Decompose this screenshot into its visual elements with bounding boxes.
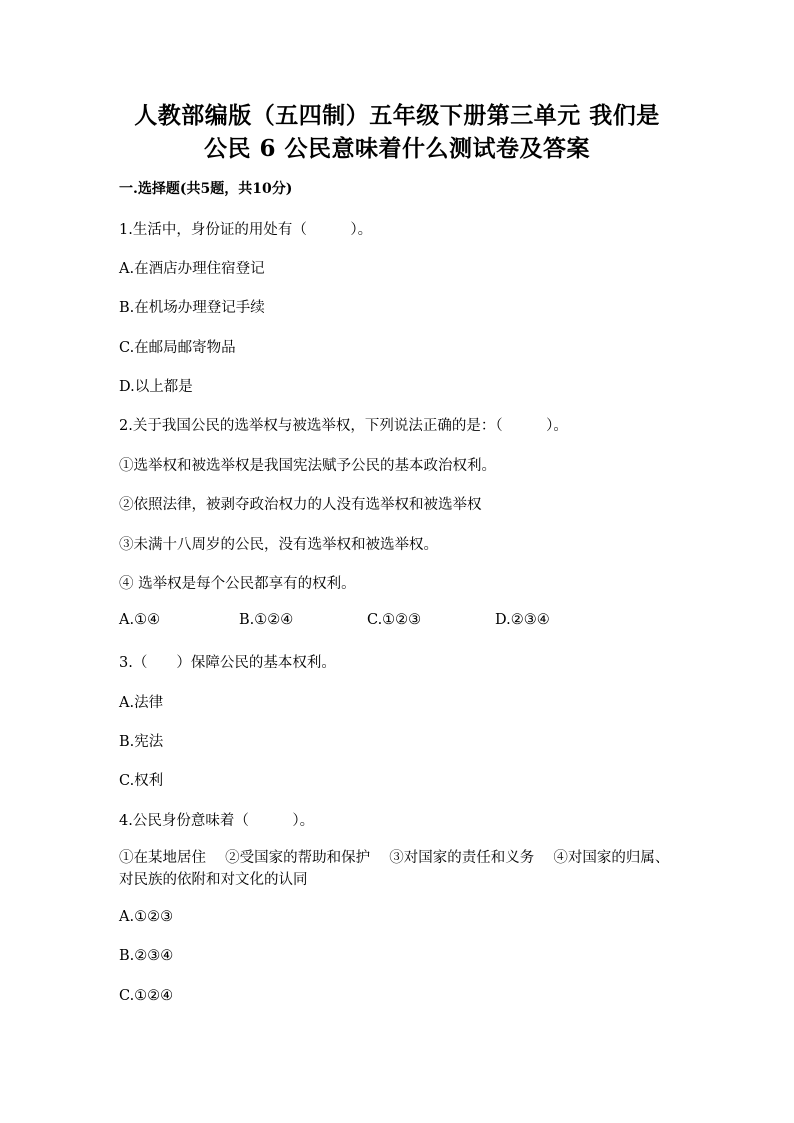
question-3-option-a: A.法律 — [119, 695, 164, 711]
question-2-statement-1: ①选举权和被选举权是我国宪法赋予公民的基本政治权利。 — [119, 458, 496, 474]
question-4-statements: ①在某地居住 ②受国家的帮助和保护 ③对国家的责任和义务 ④对国家的归属、对民族的依附和对文化的认同 — [119, 850, 670, 888]
question-2-option-d: D.②③④ — [495, 612, 550, 628]
question-2-option-a: A.①④ — [119, 612, 161, 628]
question-2-statement-4: ④ 选举权是每个公民都享有的权利。 — [119, 576, 356, 592]
question-3-option-b: B.宪法 — [119, 734, 164, 750]
section-heading: 一.选择题(共5题，共10分) — [119, 181, 293, 197]
document-title-line-2: 公民 6 公民意味着什么测试卷及答案 — [203, 135, 591, 162]
question-4-option-c: C.①②④ — [119, 988, 174, 1004]
document-title-line-1: 人教部编版（五四制）五年级下册第三单元 我们是 — [134, 102, 660, 129]
question-1-option-d: D.以上都是 — [119, 379, 193, 395]
question-2-statement-2: ②依照法律，被剥夺政治权力的人没有选举权和被选举权 — [119, 497, 482, 513]
question-1-option-c: C.在邮局邮寄物品 — [119, 340, 236, 356]
question-3-stem: 3.（ ）保障公民的基本权利。 — [119, 655, 336, 671]
question-2-option-c: C.①②③ — [367, 612, 422, 628]
question-1-option-a: A.在酒店办理住宿登记 — [119, 261, 265, 277]
question-2-option-b: B.①②④ — [239, 612, 294, 628]
question-2-stem: 2.关于我国公民的选举权与被选举权，下列说法正确的是：（ ）。 — [119, 418, 568, 434]
question-2-options-row — [0, 612, 794, 636]
question-2-statement-3: ③未满十八周岁的公民，没有选举权和被选举权。 — [119, 537, 438, 553]
question-4-stem: 4.公民身份意味着（ ）。 — [119, 813, 315, 829]
question-1-stem: 1.生活中，身份证的用处有（ ）。 — [119, 222, 373, 238]
question-4-option-a: A.①②③ — [119, 909, 174, 925]
question-4-option-b: B.②③④ — [119, 948, 174, 964]
question-3-option-c: C.权利 — [119, 773, 164, 789]
question-1-option-b: B.在机场办理登记手续 — [119, 300, 265, 316]
